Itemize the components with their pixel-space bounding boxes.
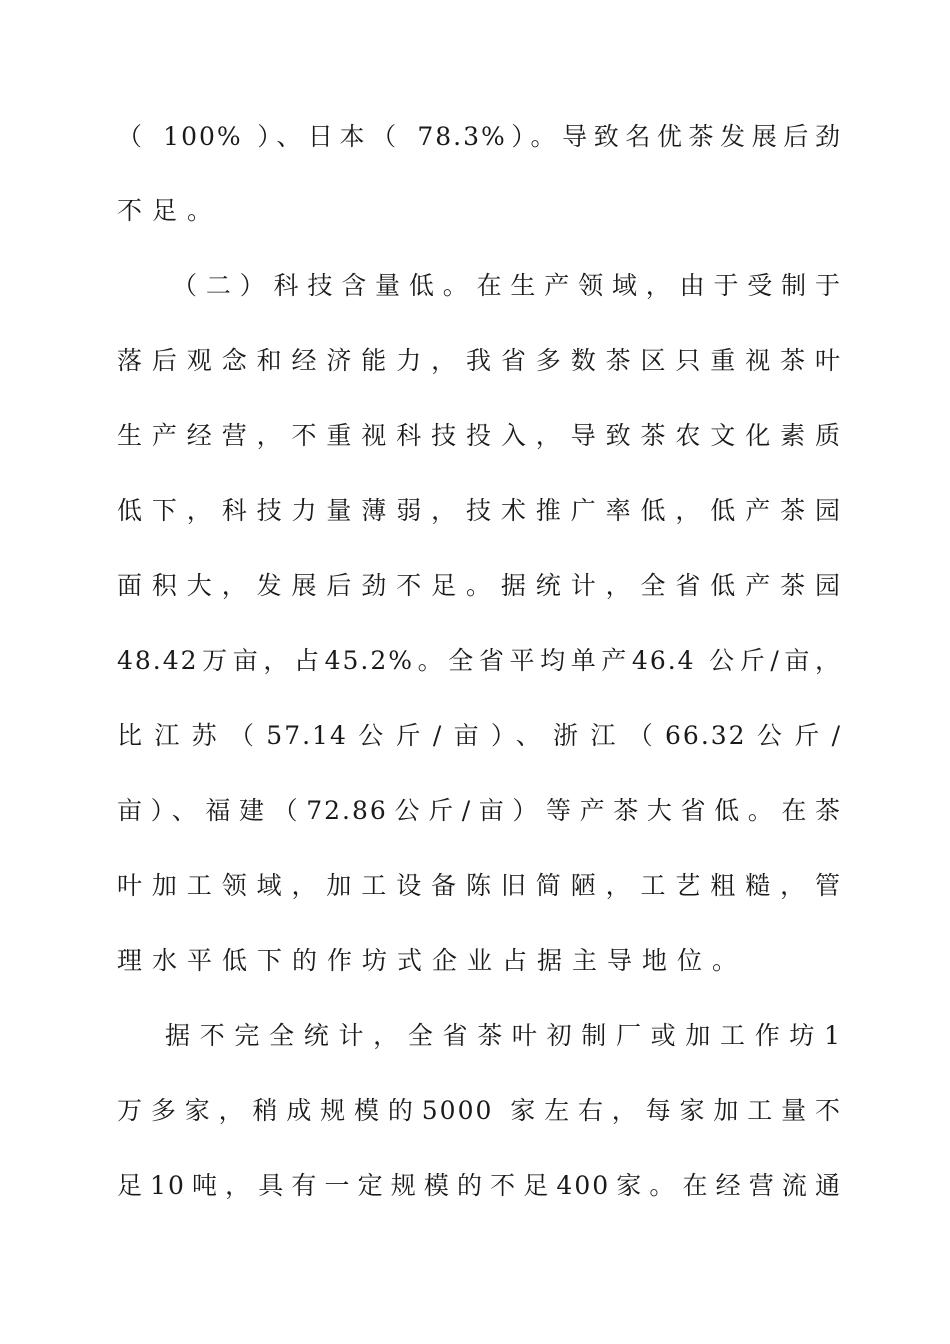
text-line-8: 48.42万亩，占45.2%。全省平均单产46.4 公斤/亩， (117, 646, 842, 675)
text-line-2: 不足。 (117, 196, 223, 225)
text-line-15: 足10吨，具有一定规模的不足400家。在经营流通 (117, 1171, 842, 1200)
text-line-12: 理水平低下的作坊式企业占据主导地位。 (117, 946, 748, 975)
text-line-4: 落后观念和经济能力，我省多数茶区只重视茶叶 (117, 346, 842, 375)
text-line-1: （ 100% ）、日本（ 78.3%）。导致名优茶发展后劲 (117, 122, 842, 151)
text-line-11: 叶加工领域，加工设备陈旧简陋，工艺粗糙，管 (117, 871, 842, 900)
text-line-7: 面积大，发展后劲不足。据统计，全省低产茶园 (117, 571, 842, 600)
paragraph-start-line: 据不完全统计，全省茶叶初制厂或加工作坊1 (165, 1021, 842, 1050)
text-line-9: 比江苏（57.14公斤/亩）、浙江（66.32公斤/ (117, 721, 842, 750)
text-line-10: 亩）、福建（72.86公斤/亩）等产茶大省低。在茶 (117, 796, 842, 825)
text-line-5: 生产经营，不重视科技投入，导致茶农文化素质 (117, 421, 842, 450)
text-line-6: 低下，科技力量薄弱，技术推广率低，低产茶园 (117, 496, 842, 525)
section-heading-line: （二）科技含量低。在生产领域，由于受制于 (172, 271, 842, 300)
text-line-14: 万多家，稍成规模的5000 家左右，每家加工量不 (117, 1096, 842, 1125)
